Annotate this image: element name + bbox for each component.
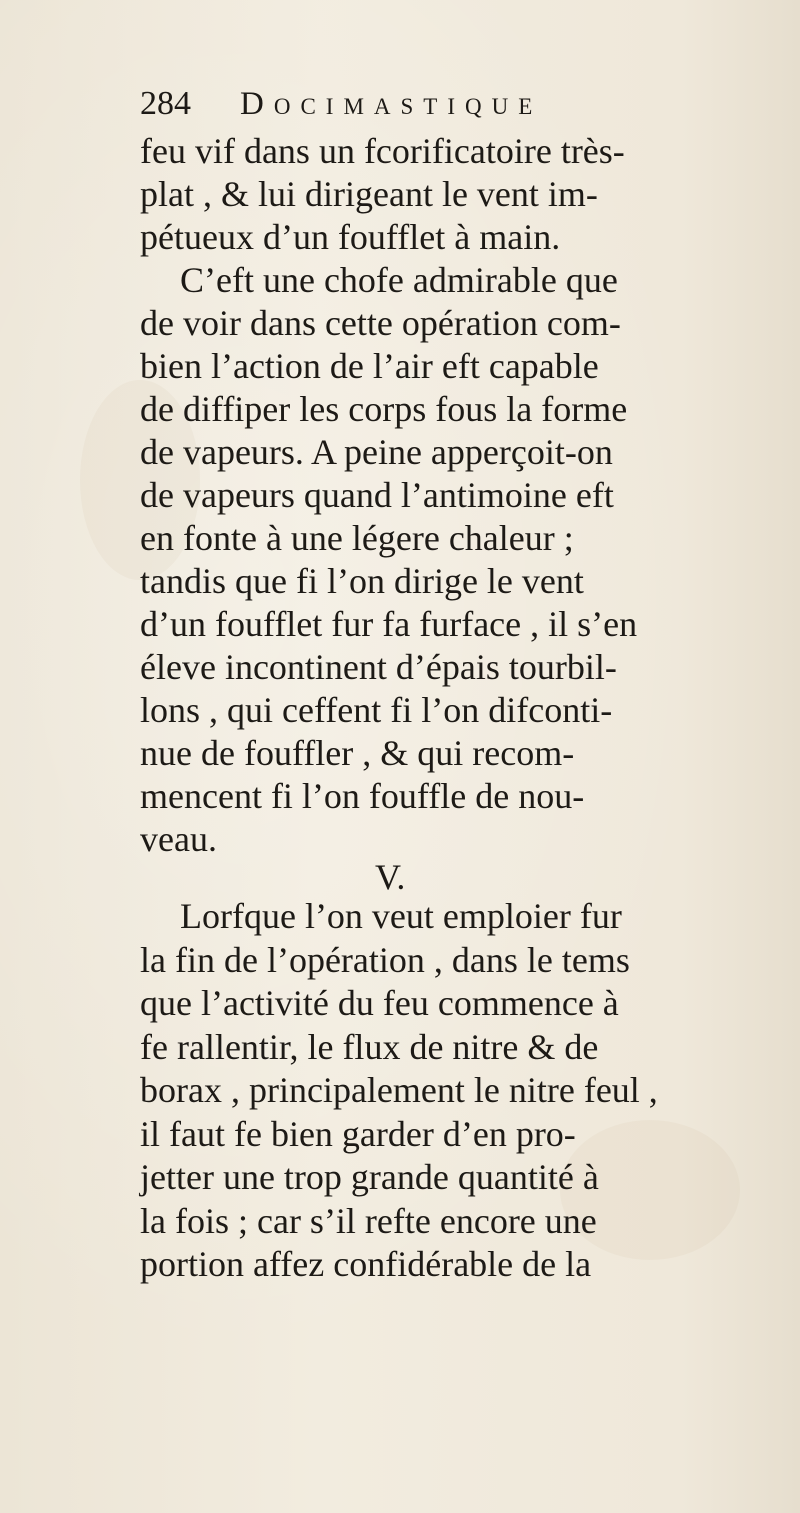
text-line: lons , qui ceffent fi l’on difconti-	[140, 690, 613, 730]
page-number: 284	[140, 85, 191, 122]
text-line: la fin de l’opération , dans le tems	[140, 939, 630, 980]
text-line: portion affez confidérable de la	[140, 1244, 592, 1284]
text-line: mencent fi l’on fouffle de nou-	[140, 776, 585, 816]
text-line: de vapeurs quand l’antimoine eft	[140, 475, 614, 515]
text-line: veau.	[140, 819, 217, 859]
text-line: bien l’action de l’air eft capable	[140, 346, 599, 386]
section-number: V.	[375, 857, 406, 897]
text-line: que l’activité du feu commence à	[140, 983, 619, 1023]
text-line: fe rallentir, le flux de nitre & de	[140, 1026, 599, 1067]
text-line: C’eft une chofe admirable que	[180, 260, 618, 300]
text-line: de vapeurs. A peine apperçoit-on	[140, 432, 613, 472]
text-line: feu vif dans un fcorificatoire très-	[140, 131, 625, 171]
text-line: jetter une trop grande quantité à	[140, 1157, 599, 1197]
text-line: d’un foufflet fur fa furface , il s’en	[140, 604, 638, 644]
text-line: nue de fouffler , & qui recom-	[140, 733, 575, 773]
text-line: de voir dans cette opération com-	[140, 303, 621, 343]
body-text-upper	[140, 130, 700, 861]
text-line: la fois ; car s’il refte encore une	[140, 1200, 597, 1241]
text-line: pétueux d’un foufflet à main.	[140, 217, 561, 257]
text-line: Lorfque l’on veut emploier fur	[180, 896, 622, 936]
text-line: plat , & lui dirigeant le vent im-	[140, 174, 598, 214]
text-line: tandis que fi l’on dirige le vent	[140, 561, 584, 601]
running-title: Docimastique	[240, 86, 543, 122]
text-line: éleve incontinent d’épais tourbil-	[140, 647, 617, 687]
text-line: borax , principalement le nitre feul ,	[140, 1070, 658, 1110]
text-line: de diffiper les corps fous la forme	[140, 389, 628, 429]
text-line: en fonte à une légere chaleur ;	[140, 518, 574, 558]
body-text-lower	[140, 895, 720, 1287]
text-line: il faut fe bien garder d’en pro-	[140, 1113, 576, 1154]
page-header	[140, 82, 680, 126]
